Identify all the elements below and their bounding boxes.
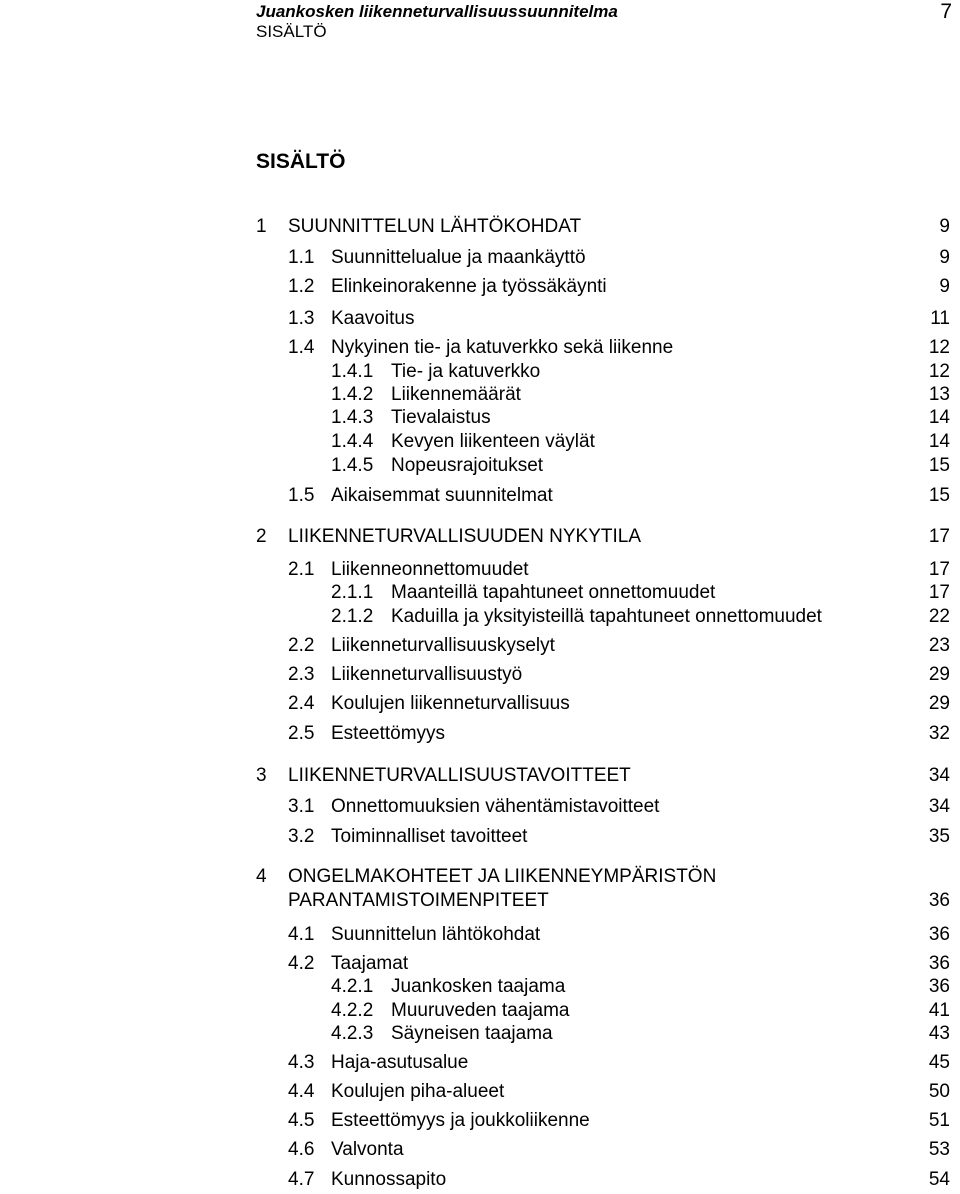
toc-entry-title: Koulujen piha-alueet [331,1081,505,1102]
toc-entry-number: 4.3 [288,1052,315,1073]
toc-entry-page: 43 [928,1023,950,1044]
toc-entry-number: 2.2 [288,635,315,656]
toc-entry[interactable] [0,429,960,455]
toc-entry-number: 1 [256,216,267,237]
toc-entry-page: 29 [928,664,950,685]
toc-entry[interactable] [0,405,960,431]
toc-entry-title: Tie- ja katuverkko [391,361,541,382]
toc-entry-number: 1.4.5 [331,455,374,476]
toc-entry-number: 2 [256,526,267,547]
toc-entry-title: LIIKENNETURVALLISUUDEN NYKYTILA [288,526,642,547]
toc-entry[interactable] [0,1079,960,1105]
toc-entry-number: 4 [256,866,267,887]
toc-entry-number: 1.1 [288,247,315,268]
toc-entry-page: 17 [928,526,950,547]
toc-entry-page: 17 [928,559,950,580]
toc-entry-page: 35 [928,826,950,847]
toc-entry-title: Liikenneturvallisuuskyselyt [331,635,555,656]
toc-entry-title: Onnettomuuksien vähentämistavoitteet [331,796,660,817]
toc-entry-page: 22 [928,606,950,627]
toc-entry-page: 17 [928,582,950,603]
toc-entry-number: 1.4.4 [331,431,374,452]
toc-entry-page: 9 [939,247,950,268]
toc-entry-title: Kunnossapito [331,1169,447,1190]
section-label: SISÄLTÖ [256,22,327,41]
toc-entry-title: Liikenneturvallisuustyö [331,664,523,685]
toc-entry-page: 13 [928,384,950,405]
toc-entry-title: Koulujen liikenneturvallisuus [331,693,570,714]
toc-entry-title: Säyneisen taajama [391,1023,553,1044]
toc-entry-number: 2.5 [288,723,315,744]
toc-entry-page: 53 [928,1139,950,1160]
toc-entry-number: 4.2 [288,953,315,974]
toc-entry-page: 15 [928,455,950,476]
toc-entry-number: 4.2.2 [331,1000,374,1021]
toc-entry[interactable] [0,274,960,300]
toc-entry-page: 14 [928,407,950,428]
toc-entry[interactable] [0,794,960,820]
toc-entry-page: 12 [928,337,950,358]
toc-entry[interactable] [0,662,960,688]
toc-entry-title: Nopeusrajoitukset [391,455,544,476]
toc-entry-title: Taajamat [331,953,409,974]
toc-entry[interactable] [0,633,960,659]
toc-entry-number: 4.7 [288,1169,315,1190]
toc-entry-title: Maanteillä tapahtuneet onnettomuudet [391,582,716,603]
toc-entry-title: Liikenneonnettomuudet [331,559,529,580]
toc-entry-number: 3.2 [288,826,315,847]
toc-entry-number: 2.3 [288,664,315,685]
toc-entry-title: Esteettömyys ja joukkoliikenne [331,1110,590,1131]
toc-entry-page: 23 [928,635,950,656]
toc-entry-page: 34 [928,796,950,817]
toc-entry-title: Kevyen liikenteen väylät [391,431,595,452]
toc-entry-title: Suunnittelualue ja maankäyttö [331,247,586,268]
toc-entry[interactable] [0,763,960,789]
toc-entry-title: Tievalaistus [391,407,491,428]
toc-entry-title: Haja-asutusalue [331,1052,469,1073]
toc-entry[interactable] [0,335,960,361]
document-title: Juankosken liikenneturvallisuussuunnitelma [256,2,618,21]
toc-entry-page: 36 [928,890,950,911]
toc-entry-title: Kaavoitus [331,308,415,329]
toc-entry-page: 41 [928,1000,950,1021]
toc-entry[interactable] [0,864,960,911]
toc-entry[interactable] [0,524,960,550]
toc-entry-title: Liikennemäärät [391,384,521,405]
toc-entry[interactable] [0,1050,960,1076]
toc-entry[interactable] [0,922,960,948]
toc-entry-page: 54 [928,1169,950,1190]
toc-entry-number: 3 [256,765,267,786]
toc-entry[interactable] [0,1167,960,1193]
toc-entry-page: 36 [928,976,950,997]
toc-entry-title: Aikaisemmat suunnitelmat [331,485,553,506]
toc-entry-page: 50 [928,1081,950,1102]
toc-entry[interactable] [0,721,960,747]
toc-entry-title: Esteettömyys [331,723,446,744]
toc-entry-number: 2.4 [288,693,315,714]
toc-entry-page: 45 [928,1052,950,1073]
toc-entry-page: 34 [928,765,950,786]
toc-entry-page: 36 [928,953,950,974]
toc-entry[interactable] [0,974,960,1000]
toc-entry[interactable] [0,453,960,479]
toc-entry-number: 1.3 [288,308,315,329]
toc-entry-title: Juankosken taajama [391,976,566,997]
toc-entry-page: 51 [928,1110,950,1131]
toc-entry-number: 3.1 [288,796,315,817]
toc-entry-page: 9 [939,276,950,297]
toc-heading: SISÄLTÖ [256,150,346,173]
toc-entry-page: 12 [928,361,950,382]
toc-entry[interactable] [0,824,960,850]
toc-entry-number: 1.2 [288,276,315,297]
toc-entry-number: 2.1.2 [331,606,374,627]
toc-entry-page: 11 [930,308,950,329]
toc-entry-number: 1.4.2 [331,384,374,405]
toc-entry-number: 4.2.3 [331,1023,374,1044]
toc-entry-title: Valvonta [331,1139,404,1160]
toc-entry-title: Elinkeinorakenne ja työssäkäynti [331,276,607,297]
toc-entry-title: ONGELMAKOHTEET JA LIIKENNEYMPÄRISTÖN [288,866,717,887]
toc-entry[interactable] [0,245,960,271]
toc-entry-number: 1.4.3 [331,407,374,428]
toc-entry-title: Nykyinen tie- ja katuverkko sekä liikenne [331,337,674,358]
toc-entry[interactable] [0,214,960,240]
toc-entry[interactable] [0,1021,960,1047]
toc-entry-number: 2.1.1 [331,582,374,603]
toc-entry-number: 4.4 [288,1081,315,1102]
toc-entry-page: 14 [928,431,950,452]
toc-entry-number: 1.5 [288,485,315,506]
toc-entry[interactable] [0,306,960,332]
toc-entry[interactable] [0,691,960,717]
toc-entry[interactable] [0,1108,960,1134]
toc-entry-number: 4.2.1 [331,976,374,997]
toc-entry-page: 36 [928,924,950,945]
toc-entry[interactable] [0,483,960,509]
toc-entry-page: 32 [928,723,950,744]
toc-entry-title: Muuruveden taajama [391,1000,570,1021]
toc-entry-title: Suunnittelun lähtökohdat [331,924,541,945]
toc-entry-title-continued: PARANTAMISTOIMENPITEET [288,890,549,911]
toc-entry[interactable] [0,1137,960,1163]
toc-entry-number: 1.4 [288,337,315,358]
toc-entry[interactable] [0,604,960,630]
toc-entry-page: 29 [928,693,950,714]
toc-entry[interactable] [0,580,960,606]
toc-entry-number: 4.5 [288,1110,315,1131]
toc-entry-number: 4.1 [288,924,315,945]
toc-entry-title: Kaduilla ja yksityisteillä tapahtuneet onnettomuudet [391,606,822,627]
toc-entry-number: 4.6 [288,1139,315,1160]
toc-entry-title: Toiminnalliset tavoitteet [331,826,528,847]
toc-entry-number: 2.1 [288,559,315,580]
toc-entry-page: 9 [939,216,950,237]
toc-entry-title: SUUNNITTELUN LÄHTÖKOHDAT [288,216,582,237]
toc-entry-page: 15 [928,485,950,506]
toc-entry-title: LIIKENNETURVALLISUUSTAVOITTEET [288,765,631,786]
toc-entry-number: 1.4.1 [331,361,374,382]
page-number: 7 [940,0,952,23]
